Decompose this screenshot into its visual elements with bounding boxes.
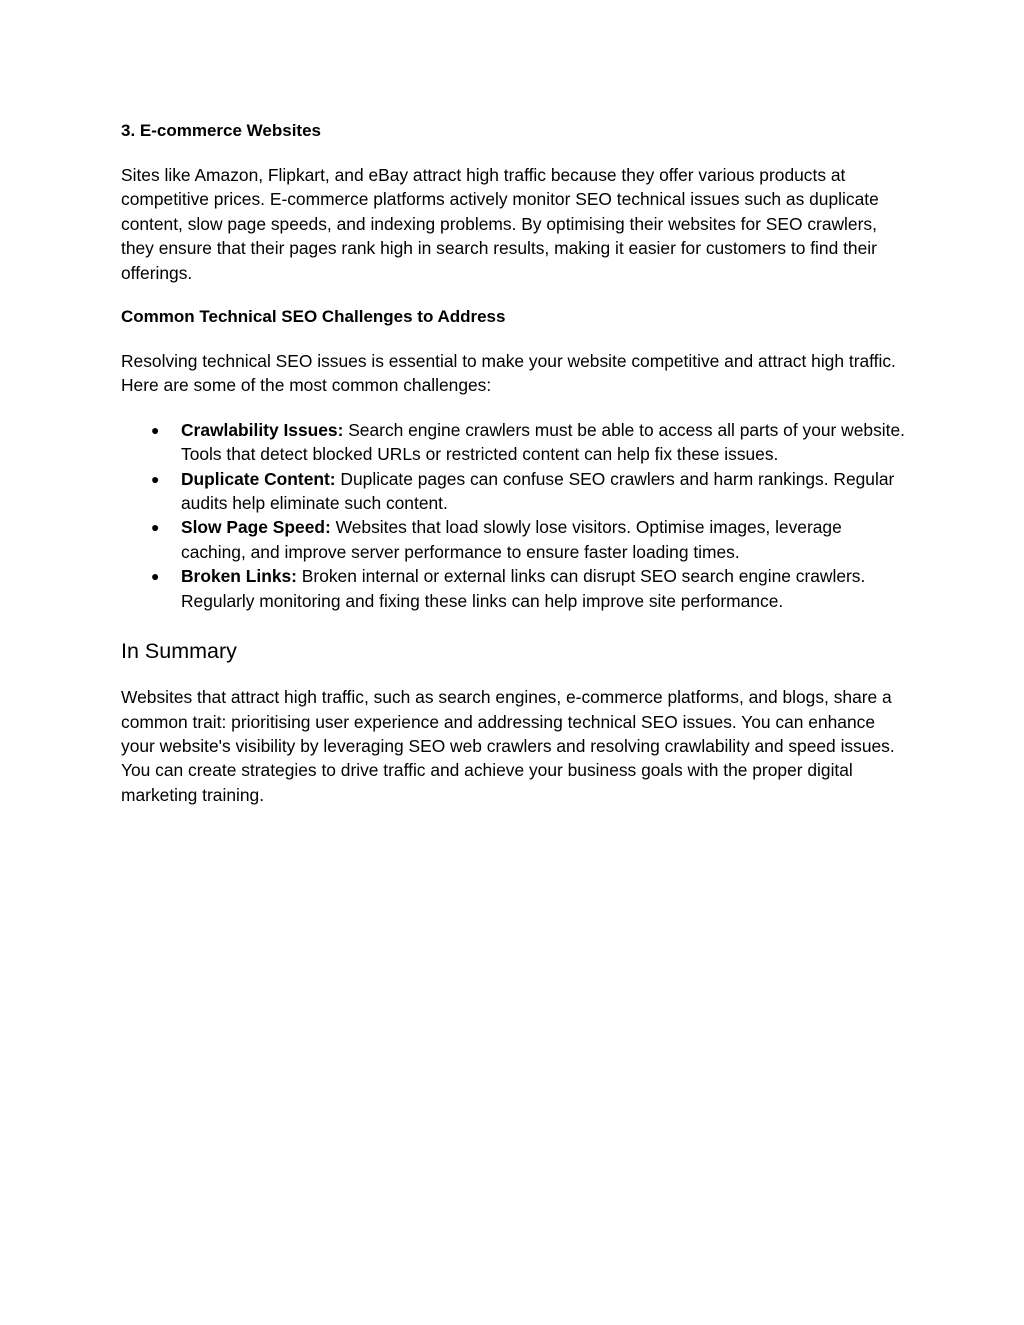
bullet-icon: ● (151, 470, 160, 487)
item-term: Broken Links: (181, 566, 297, 587)
item-text: Search engine crawlers must be able to access all parts of your website. Tools that detect blocked URLs or restricted content can help fix these issues. (181, 419, 905, 465)
bullet-icon: ● (151, 568, 160, 585)
document-content (121, 119, 911, 827)
list-item (151, 467, 911, 516)
challenges-intro: Resolving technical SEO issues is essential to make your website competitive and attract high traffic. Here are some of the most common challenges: (121, 351, 896, 396)
item-term: Crawlability Issues: (181, 419, 344, 440)
item-text: Websites that load slowly lose visitors. Optimise images, leverage caching, and improve server performance to ensure faster loading times. (181, 517, 842, 562)
ecommerce-heading: 3. E-commerce Websites (121, 121, 321, 140)
item-term: Slow Page Speed: (181, 517, 331, 538)
ecommerce-paragraph: Sites like Amazon, Flipkart, and eBay attract high traffic because they offer various products at competitive prices. E-commerce platforms actively monitor SEO technical issues such as duplicate content, slow page speeds, and indexing problems. By optimising their websites for SEO crawlers, they ensure that their pages rank high in search results, making it easier for customers to find their offerings. (121, 165, 879, 283)
bullet-icon: ● (151, 421, 160, 438)
challenges-heading: Common Technical SEO Challenges to Address (121, 307, 506, 327)
summary-paragraph: Websites that attract high traffic, such as search engines, e-commerce platforms, and blogs, share a common trait: prioritising user experience and addressing technical SEO issues. You can enhance your website's visibility by leveraging SEO web crawlers and resolving crawlability and speed issues. You can create strategies to drive traffic and achieve your business goals with the proper digital marketing training. (121, 687, 895, 805)
challenges-list (121, 418, 911, 613)
item-text: Broken internal or external links can disrupt SEO search engine crawlers. Regularly monitoring and fixing these links can help improve site performance. (181, 566, 866, 611)
list-item (151, 564, 911, 613)
list-item (151, 515, 911, 564)
summary-heading: In Summary (121, 639, 237, 664)
list-item (151, 418, 911, 467)
bullet-icon: ● (151, 519, 160, 536)
item-term: Duplicate Content: (181, 468, 336, 489)
item-text: Duplicate pages can confuse SEO crawlers and harm rankings. Regular audits help eliminate such content. (181, 468, 895, 514)
